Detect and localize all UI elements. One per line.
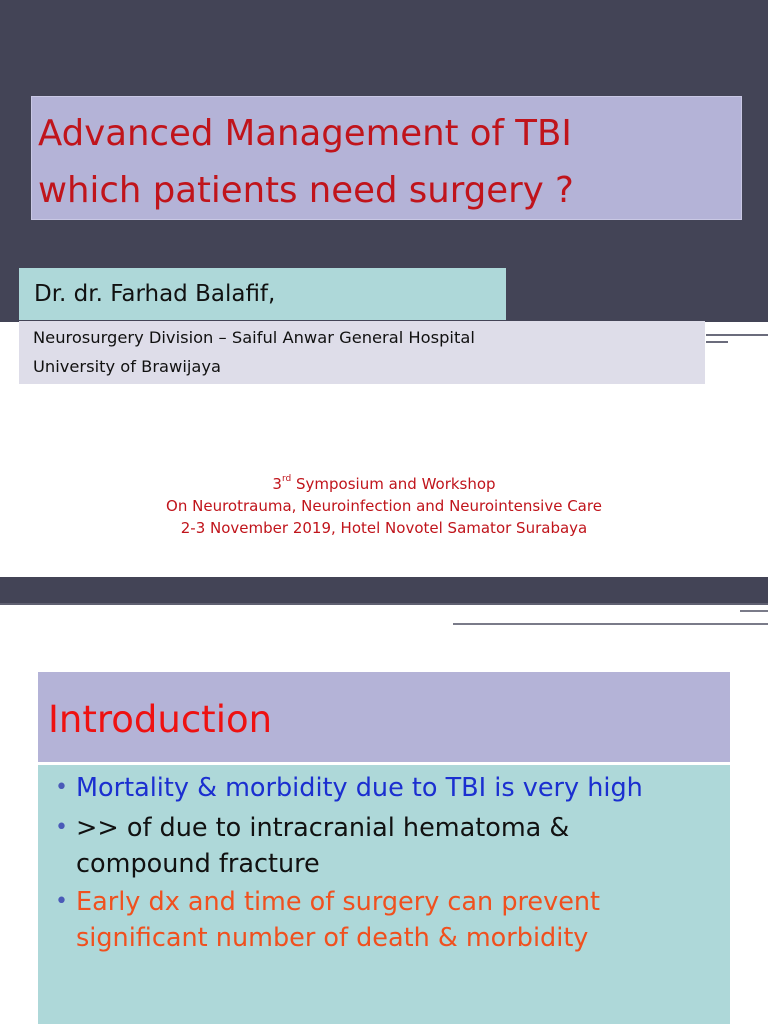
section-title: Introduction bbox=[48, 698, 273, 741]
event-title: Symposium and Workshop bbox=[291, 475, 496, 493]
bullet-dot-icon: • bbox=[55, 775, 68, 800]
decorative-stripe bbox=[706, 341, 728, 343]
author-name: Dr. dr. Farhad Balafif, bbox=[34, 281, 276, 307]
bullet-text: compound fracture bbox=[76, 849, 320, 879]
bottom-dark-band bbox=[0, 577, 768, 605]
bullet-text: Mortality & morbidity due to TBI is very high bbox=[76, 773, 643, 803]
decorative-stripe bbox=[740, 610, 768, 612]
bullet-text: significant number of death & morbidity bbox=[76, 923, 589, 953]
affiliation-line-1: Neurosurgery Division – Saiful Anwar General Hospital bbox=[33, 328, 475, 347]
event-ordinal: 3 bbox=[272, 475, 282, 493]
event-line-2: On Neurotrauma, Neuroinfection and Neurointensive Care bbox=[166, 497, 602, 515]
affiliation-box bbox=[19, 321, 705, 384]
decorative-stripe bbox=[453, 623, 768, 625]
event-ordinal-suffix: rd bbox=[281, 474, 292, 484]
author-box bbox=[19, 268, 506, 320]
bullet-dot-icon: • bbox=[55, 889, 68, 914]
event-line-3: 2-3 November 2019, Hotel Novotel Samator Surabaya bbox=[180, 519, 588, 537]
title-line-2: which patients need surgery ? bbox=[38, 170, 574, 211]
event-line-1 bbox=[0, 475, 768, 493]
bullet-text: >> of due to intracranial hematoma & bbox=[76, 813, 570, 843]
bullet-dot-icon: • bbox=[55, 815, 68, 840]
content-slide bbox=[0, 605, 768, 1024]
section-title-box bbox=[38, 672, 730, 762]
content-box bbox=[38, 765, 730, 1024]
affiliation-line-2: University of Brawijaya bbox=[33, 357, 221, 376]
bullet-text: Early dx and time of surgery can prevent bbox=[76, 887, 601, 917]
title-box bbox=[31, 96, 742, 220]
title-line-1: Advanced Management of TBI bbox=[38, 113, 572, 154]
decorative-stripe bbox=[706, 334, 768, 336]
